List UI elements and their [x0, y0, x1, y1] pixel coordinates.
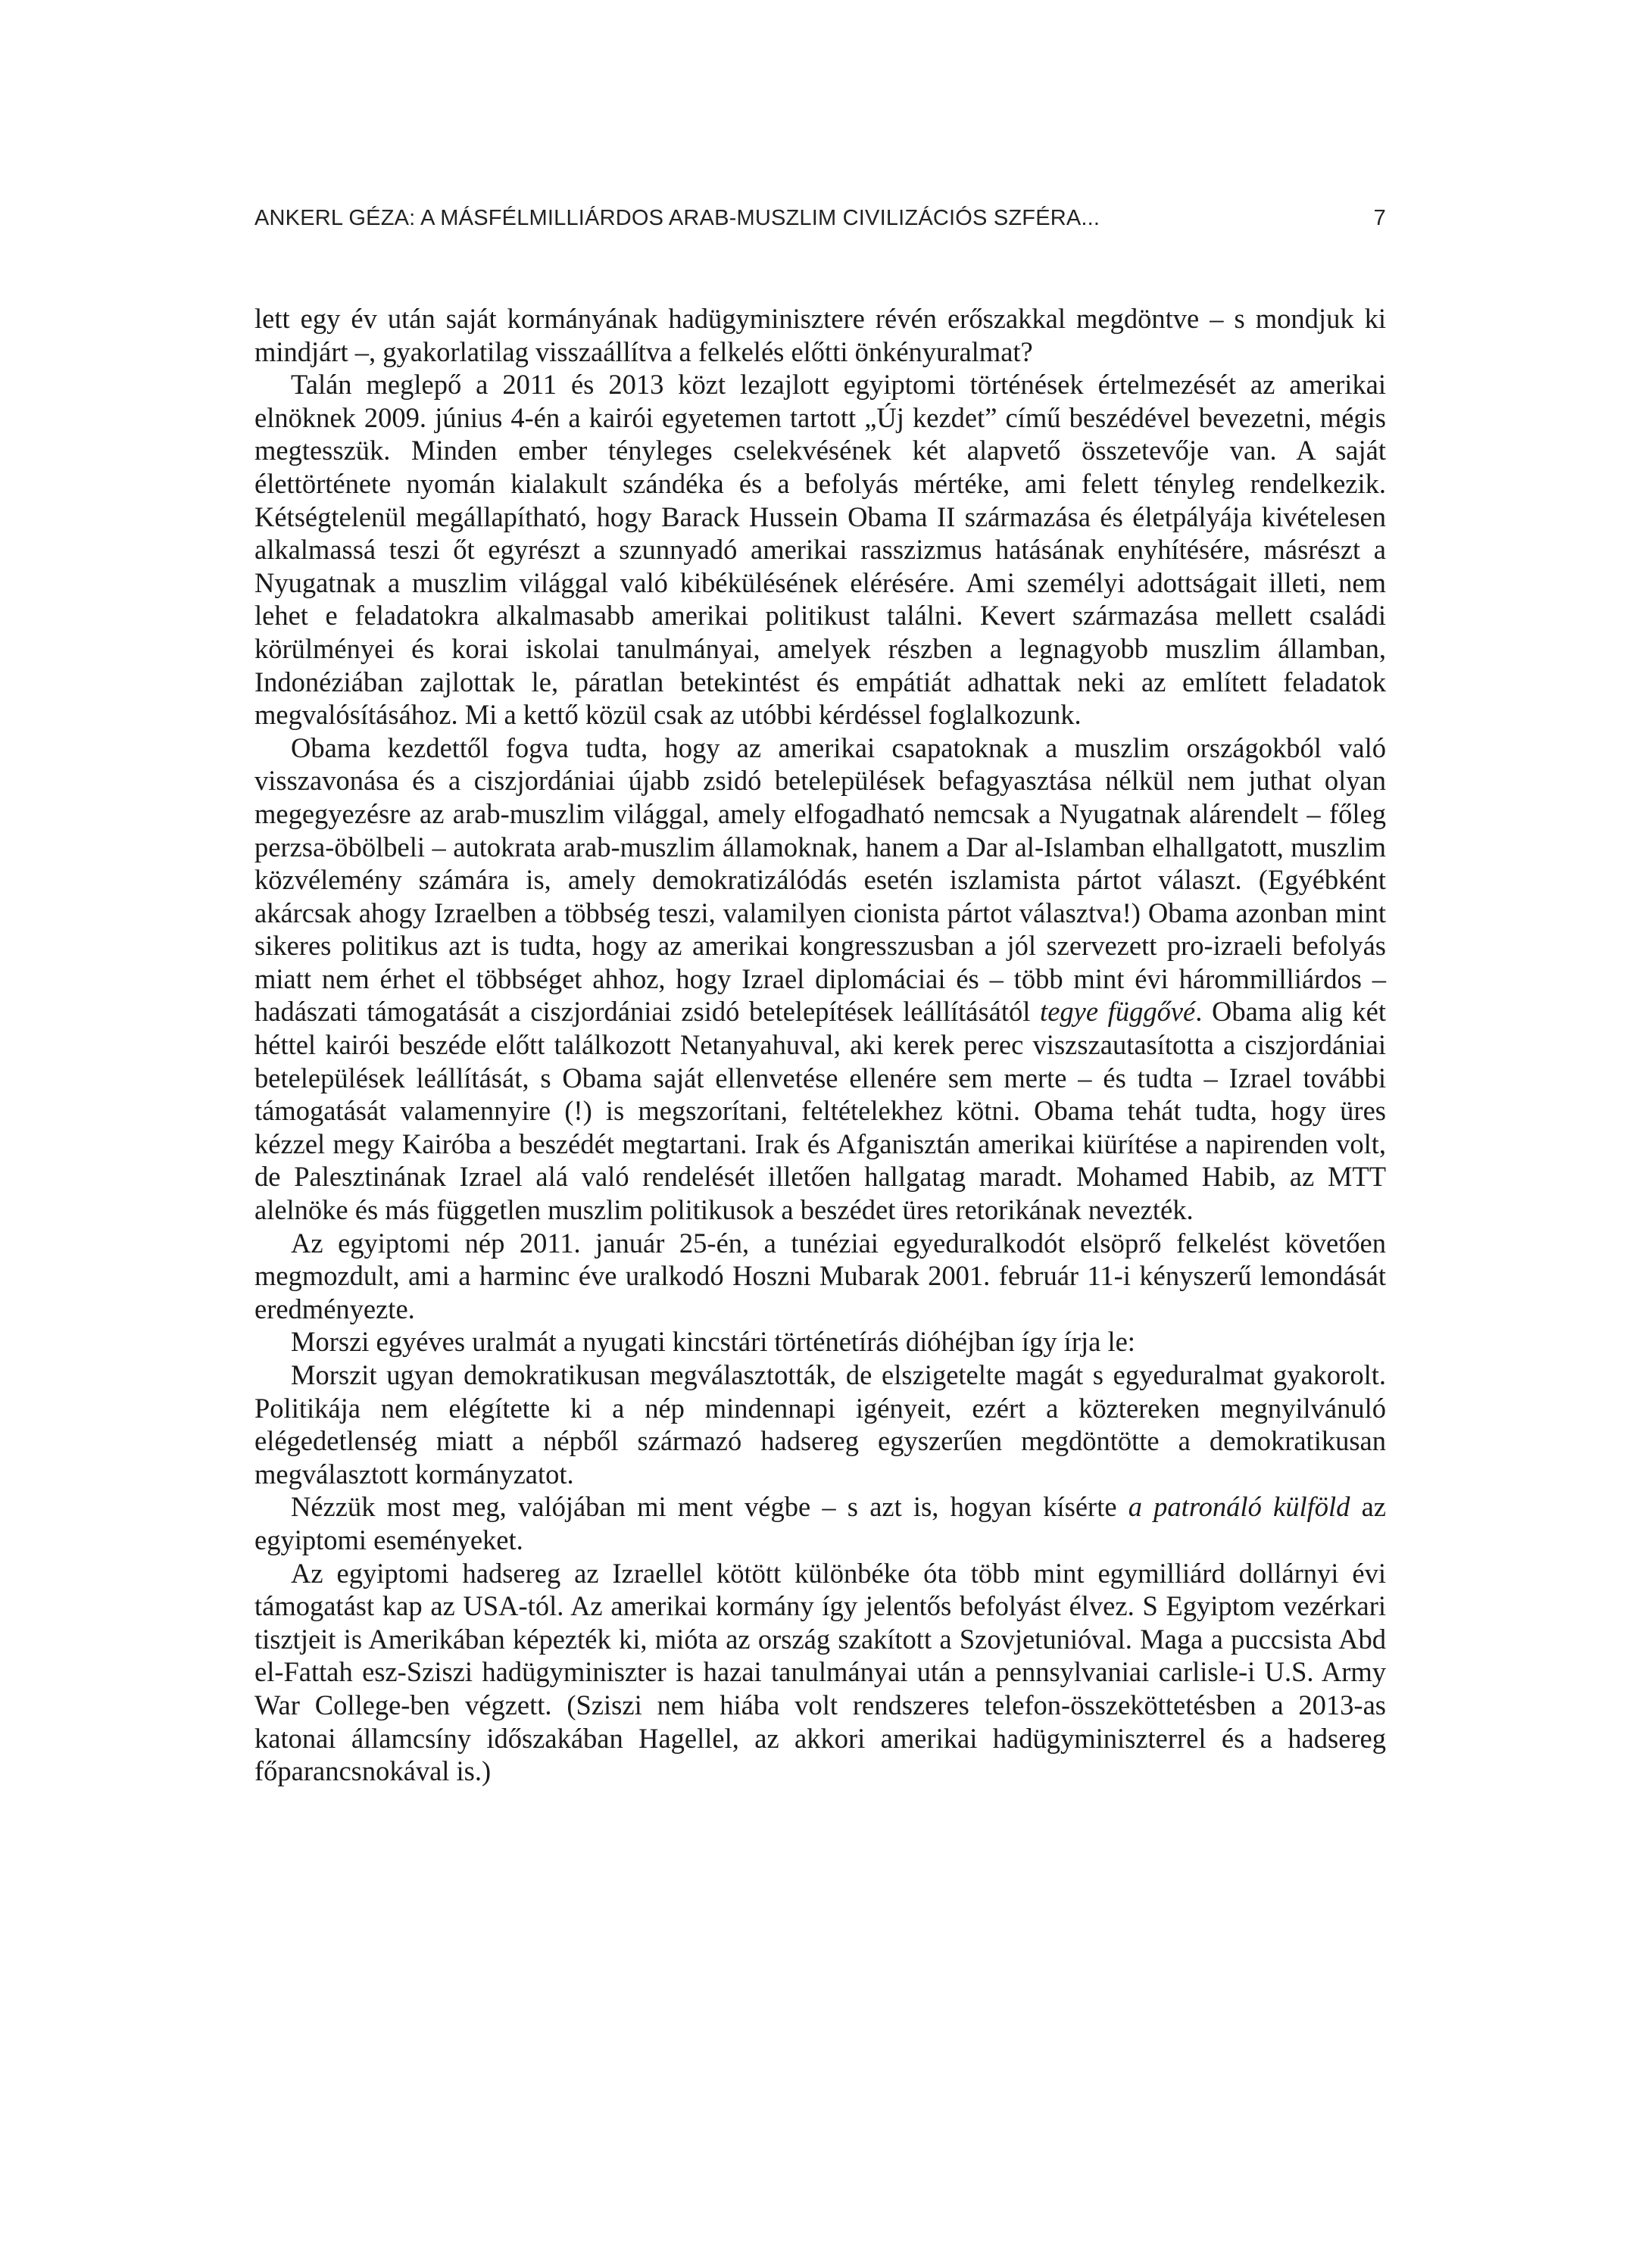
- paragraph-text-after: az egyiptomi eseményeket.: [254, 1491, 1386, 1555]
- paragraph-text-after: . Obama alig két héttel kairói beszéde előtt találkozott Netanyahuval, aki kerek perec viszszautasította a ciszjordániai betelepülések leállítását, s Obama saját ellenvetése ellenére sem merte – és tudta – Izrael további támogatását valamennyire (!) is megszorítani, feltételekhez kötni. Obama tehát tudta, hogy üres kézzel megy Kairóba a beszédét megtartani. Irak és Afganisztán amerikai kiürítése a napirenden volt, de Palesztinának Izrael alá való rendelését illetően hallgatag maradt. Mohamed Habib, az MTT alelnöke és más független muszlim politikusok a beszédet üres retorikának nevezték.: [254, 996, 1386, 1226]
- paragraph-text-before: Nézzük most meg, valójában mi ment végbe – s azt is, hogyan kísérte: [291, 1491, 1128, 1523]
- paragraph-obama-israel: [254, 732, 1386, 1227]
- paragraph-foreign-patron: [254, 1490, 1386, 1556]
- paragraph-egypt-army: Az egyiptomi hadsereg az Izraellel kötött különbéke óta több mint egymilliárd dollárnyi évi támogatást kap az USA-tól. Az amerikai kormány így jelentős befolyást élvez. S Egyiptom vezérkari tisztjeit is Amerikában képezték ki, mióta az ország szakított a Szovjetunióval. Maga a puccsista Abd el-Fattah esz-Sziszi hadügyminiszter is hazai tanulmányai után a pennsylvaniai carlisle-i U.S. Army War College-ben végzett. (Sziszi nem hiába volt rendszeres telefon-összeköttetésben a 2013-as katonai államcsíny időszakában Hagellel, az akkori amerikai hadügyminiszterrel és a hadsereg főparancsnokával is.): [254, 1557, 1386, 1787]
- running-title: ANKERL GÉZA: A MÁSFÉLMILLIÁRDOS ARAB-MUSZLIM CIVILIZÁCIÓS SZFÉRA...: [254, 206, 1100, 230]
- paragraph-continuation: lett egy év után saját kormányának hadügyminisztere révén erőszakkal megdöntve – s mondjuk ki mindjárt –, gyakorlatilag visszaállítva a felkelés előtti önkényuralmat?: [254, 303, 1386, 367]
- paragraph-morsi-summary: Morszit ugyan demokratikusan megválasztották, de elszigetelte magát s egyeduralmat gyakorolt. Politikája nem elégítette ki a nép mindennapi igényeit, ezért a köztereken megnyilvánuló elégedetlenség miatt a népből származó hadsereg egyszerűen megdöntötte a demokratikusan megválasztott kormányzatot.: [254, 1359, 1386, 1490]
- paragraph-obama-cairo-speech: Talán meglepő a 2011 és 2013 közt lezajlott egyiptomi történések értelmezését az amerikai elnöknek 2009. június 4-én a kairói egyetemen tartott „Új kezdet” című beszédével bevezetni, mégis megtesszük. Minden ember tényleges cselekvésének két alapvető összetevője van. A saját élettörténete nyomán kialakult szándéka és a befolyás mértéke, ami felett tényleg rendelkezik. Kétségtelenül megállapítható, hogy Barack Hussein Obama II származása és életpályája kivételesen alkalmassá teszi őt egyrészt a szunnyadó amerikai rasszizmus hatásának enyhítésére, másrészt a Nyugatnak a muszlim világgal való kibékülésének elérésére. Ami személyi adottságait illeti, nem lehet e feladatokra alkalmasabb amerikai politikust találni. Kevert származása mellett családi körülményei és korai iskolai tanulmányai, amelyek részben a legnagyobb muszlim államban, Indonéziában zajlottak le, páratlan betekintést és empátiát adhattak neki az említett feladatok megvalósításához. Mi a kettő közül csak az utóbbi kérdéssel foglalkozunk.: [254, 369, 1386, 731]
- running-header: [254, 206, 1386, 242]
- paragraph-text-before: Obama kezdettől fogva tudta, hogy az amerikai csapatoknak a muszlim országokból való visszavonása és a ciszjordániai újabb zsidó betelepülések befagyasztása nélkül nem juthat olyan megegyezésre az arab-muszlim világgal, amely elfogadható nemcsak a Nyugatnak alárendelt – főleg perzsa-öbölbeli – autokrata arab-muszlim államoknak, hanem a Dar al-Islamban elhallgatott, muszlim közvélemény számára is, amely demokratizálódás esetén iszlamista pártot választ. (Egyébként akárcsak ahogy Izraelben a többség teszi, valamilyen cionista pártot választva!) Obama azonban mint sikeres politikus azt is tudta, hogy az amerikai kongresszusban a jól szervezett pro-izraeli befolyás miatt nem érhet el többséget ahhoz, hogy Izrael diplomáciai és – több mint évi hárommilliárdos – hadászati támogatását a ciszjordániai zsidó betelepítések leállításától: [254, 732, 1386, 1028]
- body-text: [254, 302, 1386, 1788]
- paragraph-egypt-uprising: Az egyiptomi nép 2011. január 25-én, a tunéziai egyeduralkodót elsöprő felkelést követően megmozdult, ami a harminc éve uralkodó Hoszni Mubarak 2001. február 11-i kényszerű lemondását eredményezte.: [254, 1227, 1386, 1324]
- page-number: 7: [1373, 206, 1386, 230]
- emphasis-text: a patronáló külföld: [1128, 1491, 1350, 1523]
- paragraph-morsi-intro: Morszi egyéves uralmát a nyugati kincstári történetírás dióhéjban így írja le:: [291, 1326, 1135, 1358]
- emphasis-text: tegye függővé: [1040, 996, 1196, 1028]
